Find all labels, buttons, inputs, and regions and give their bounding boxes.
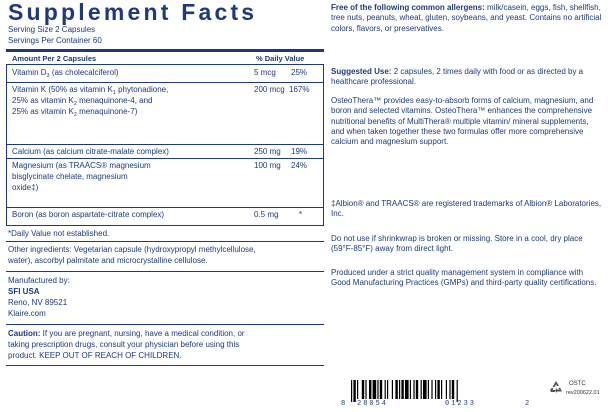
trademark-notice: ‡Albion® and TRAACS® are registered trademarks of Albion® Laboratories, Inc. bbox=[331, 199, 602, 219]
other-ingredients-line: water), ascorbyl palmitate and microcrystalline cellulose. bbox=[8, 256, 208, 265]
row-divider bbox=[6, 144, 324, 145]
nutrient-dv: 24% bbox=[291, 161, 308, 170]
row-divider bbox=[6, 82, 324, 83]
barcode-bar bbox=[392, 380, 393, 399]
barcode-bar bbox=[452, 380, 454, 399]
barcode-bar bbox=[362, 380, 364, 399]
dv-footnote: *Daily Value not established. bbox=[8, 229, 110, 238]
barcode-bar bbox=[441, 380, 442, 399]
nutrient-amount: 200 mcg bbox=[254, 85, 285, 94]
barcode-bar bbox=[399, 380, 400, 399]
barcode-bar bbox=[421, 380, 422, 399]
barcode-bar bbox=[449, 380, 450, 399]
barcode-bar bbox=[380, 380, 382, 399]
manufacturer-label: Manufactured by: bbox=[8, 276, 70, 285]
nutrient-name-line: oxide‡) bbox=[12, 183, 39, 192]
barcode-bar bbox=[446, 380, 447, 399]
barcode-bar bbox=[395, 380, 397, 399]
manufacturer-website[interactable]: Klaire.com bbox=[8, 309, 46, 318]
nutrient-amount: 250 mg bbox=[254, 147, 281, 156]
barcode-bar bbox=[365, 380, 366, 399]
barcode-bar bbox=[385, 380, 386, 399]
barcode-bar bbox=[428, 380, 429, 399]
section-divider bbox=[6, 365, 324, 366]
nutrient-name-line: 25% as vitamin $K_2$ menaquinone-7) bbox=[12, 107, 138, 118]
barcode-bar bbox=[369, 380, 371, 399]
storage-instructions: Do not use if shrinkwrap is broken or missing. Store in a cool, dry place (59°F-85°F) away from direct light. bbox=[331, 234, 583, 254]
barcode-bar bbox=[405, 380, 409, 399]
serving-size: Serving Size 2 Capsules bbox=[8, 25, 96, 34]
other-ingredients: Other ingredients: Vegetarian capsule (hydroxypropyl methylcellulose, bbox=[8, 245, 256, 254]
barcode-bar bbox=[435, 380, 436, 399]
nutrient-name: Calcium (as calcium citrate-malate complex) bbox=[12, 147, 169, 156]
barcode-bar bbox=[423, 380, 427, 399]
caution-line: product. KEEP OUT OF REACH OF CHILDREN. bbox=[8, 351, 182, 360]
barcode-bar bbox=[401, 380, 403, 399]
barcode bbox=[341, 380, 603, 408]
barcode-bar bbox=[353, 380, 355, 402]
servings-per-container: Servings Per Container 60 bbox=[8, 36, 102, 45]
supplement-facts-title: Supplement Facts bbox=[8, 0, 258, 25]
row-divider bbox=[6, 207, 324, 208]
nutrient-dv: 167% bbox=[289, 85, 310, 94]
thick-divider bbox=[6, 49, 324, 52]
nutrient-amount: 100 mg bbox=[254, 161, 281, 170]
barcode-bar bbox=[437, 380, 439, 399]
caution-line: taking prescription drugs, consult your physician before using this bbox=[8, 340, 240, 349]
nutrient-name: Vitamin $D_3$ (as cholecalciferol) bbox=[12, 68, 119, 79]
barcode-first-digit: 8 bbox=[341, 400, 346, 408]
daily-value-header: % Daily Value bbox=[256, 54, 305, 63]
barcode-bar bbox=[351, 380, 352, 402]
nutrient-name-line: bisglycinate chelate, magnesium bbox=[12, 172, 128, 181]
barcode-bar bbox=[357, 380, 358, 399]
suggested-use: Suggested Use: 2 capsules, 2 times daily with food or as directed by a healthcare professional. bbox=[331, 67, 584, 87]
nutrient-amount: 0.5 mg bbox=[254, 210, 279, 219]
revision-code: rev200622.01 bbox=[566, 390, 600, 396]
barcode-bar bbox=[457, 380, 458, 402]
barcode-bar bbox=[410, 380, 411, 399]
barcode-bar bbox=[377, 380, 378, 399]
nutrient-dv: * bbox=[299, 210, 303, 219]
nutrient-name-line: 25% as vitamin $K_2$ menaquinone-4, and bbox=[12, 96, 153, 107]
nutrient-amount: 5 mcg bbox=[254, 68, 276, 77]
row-divider bbox=[6, 158, 324, 159]
barcode-bar bbox=[431, 380, 432, 399]
barcode-bar bbox=[413, 380, 414, 399]
nutrient-dv: 19% bbox=[291, 147, 308, 156]
section-divider bbox=[6, 324, 324, 325]
recycle-icon bbox=[549, 380, 563, 394]
barcode-last-digit: 2 bbox=[525, 400, 530, 408]
barcode-bar bbox=[387, 380, 388, 399]
product-code: OSTC bbox=[569, 381, 586, 387]
caution: Caution: If you are pregnant, nursing, have a medical condition, or bbox=[8, 329, 245, 338]
allergen-statement: Free of the following common allergens: milk/casein, eggs, fish, shellfish, tree nuts, peanuts, wheat, gluten, soybeans, and yeast. Contains no artificial colors, flavors, or preservatives. bbox=[331, 3, 602, 33]
barcode-bar bbox=[416, 380, 418, 399]
section-divider bbox=[6, 271, 324, 272]
manufacturer-city: Reno, NV 89521 bbox=[8, 298, 68, 307]
nutrient-name: Vitamin K (50% as vitamin $K_1$ phytonadione, bbox=[12, 85, 169, 96]
barcode-left-group: 28054 bbox=[357, 400, 389, 408]
product-description: OsteoThera™ provides easy-to-absorb forms of calcium, magnesium, and boron and selected vitamins. OsteoThera™ enhances the comprehensive nutritional benefits of MultiThera® multiple vitamin/ mineral supplements, and when taken together these two formulas offer more comprehensive calcium and magnesium support. bbox=[331, 96, 594, 147]
barcode-bar bbox=[373, 380, 377, 399]
quality-statement: Produced under a strict quality management system in compliance with Good Manufacturing Practices (GMPs) and third-party quality certifications. bbox=[331, 268, 597, 288]
amount-per-header: Amount Per 2 Capsules bbox=[12, 54, 97, 63]
barcode-bars bbox=[341, 380, 531, 402]
manufacturer-company: SFI USA bbox=[8, 287, 40, 296]
nutrient-name: Boron (as boron aspartate-citrate complex) bbox=[12, 210, 165, 219]
nutrient-dv: 25% bbox=[291, 68, 308, 77]
nutrient-name: Magnesium (as TRAACS® magnesium bbox=[12, 161, 151, 170]
section-divider bbox=[6, 241, 324, 242]
barcode-right-group: 01233 bbox=[445, 400, 477, 408]
